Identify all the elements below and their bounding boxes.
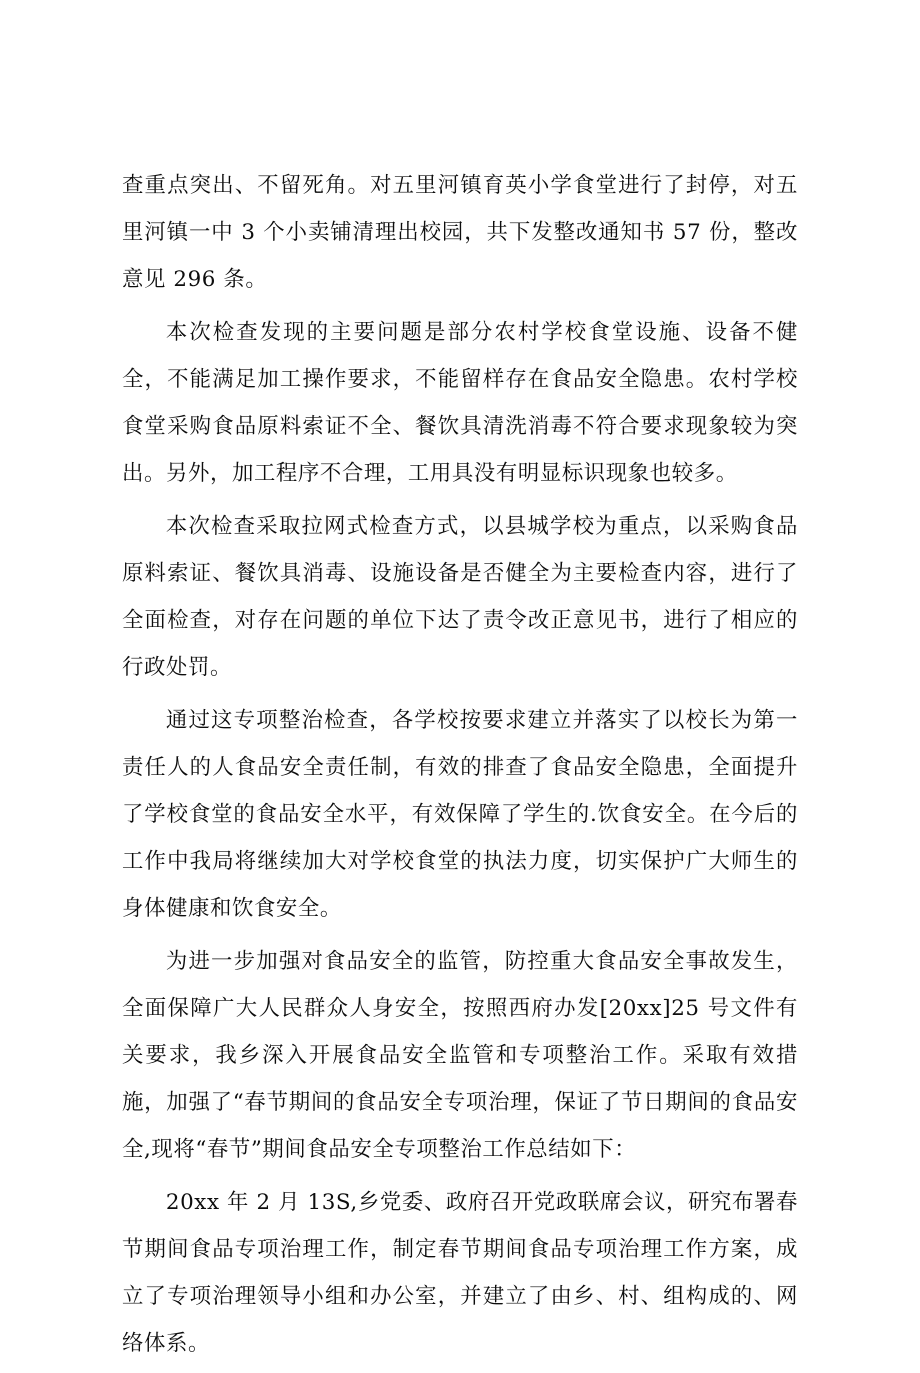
paragraph-continuation-inspection-scope: 查重点突出、不留死角。对五里河镇育英小学食堂进行了封停，对五里河镇一中 3 个小卖铺清理出校园，共下发整改通知书 57 份，整改意见 296 条。 xyxy=(122,173,798,292)
document-text-body xyxy=(122,162,798,1373)
paragraph-spring-festival-background: 为进一步加强对食品安全的监管，防控重大食品安全事故发生，全面保障广大人民群众人身安全，按照西府办发[20xx]25 号文件有关要求，我乡深入开展食品安全监管和专项整治工作。采取有效措施，加强了“春节期间的食品安全专项治理，保证了节日期间的食品安全,现将“春节”期间食品安全专项整治工作总结如下： xyxy=(122,949,798,1162)
paragraph-main-problems-found: 本次检查发现的主要问题是部分农村学校食堂设施、设备不健全，不能满足加工操作要求，不能留样存在食品安全隐患。农村学校食堂采购食品原料索证不全、餐饮具清洗消毒不符合要求现象较为突出。另外，加工程序不合理，工用具没有明显标识现象也较多。 xyxy=(122,320,798,486)
paragraph-joint-meeting: 20xx 年 2 月 13S,乡党委、政府召开党政联席会议，研究布署春节期间食品专项治理工作，制定春节期间食品专项治理工作方案，成立了专项治理领导小组和办公室，并建立了由乡、村、组构成的、网络体系。 xyxy=(122,1190,798,1356)
paragraph-results-and-followup: 通过这专项整治检查，各学校按要求建立并落实了以校长为第一责任人的人食品安全责任制，有效的排查了食品安全隐患，全面提升了学校食堂的食品安全水平，有效保障了学生的.饮食安全。在今后的工作中我局将继续加大对学校食堂的执法力度，切实保护广大师生的身体健康和饮食安全。 xyxy=(122,708,798,921)
paragraph-inspection-method: 本次检查采取拉网式检查方式，以县城学校为重点，以采购食品原料索证、餐饮具消毒、设施设备是否健全为主要检查内容，进行了全面检查，对存在问题的单位下达了责令改正意见书，进行了相应的行政处罚。 xyxy=(122,514,798,680)
